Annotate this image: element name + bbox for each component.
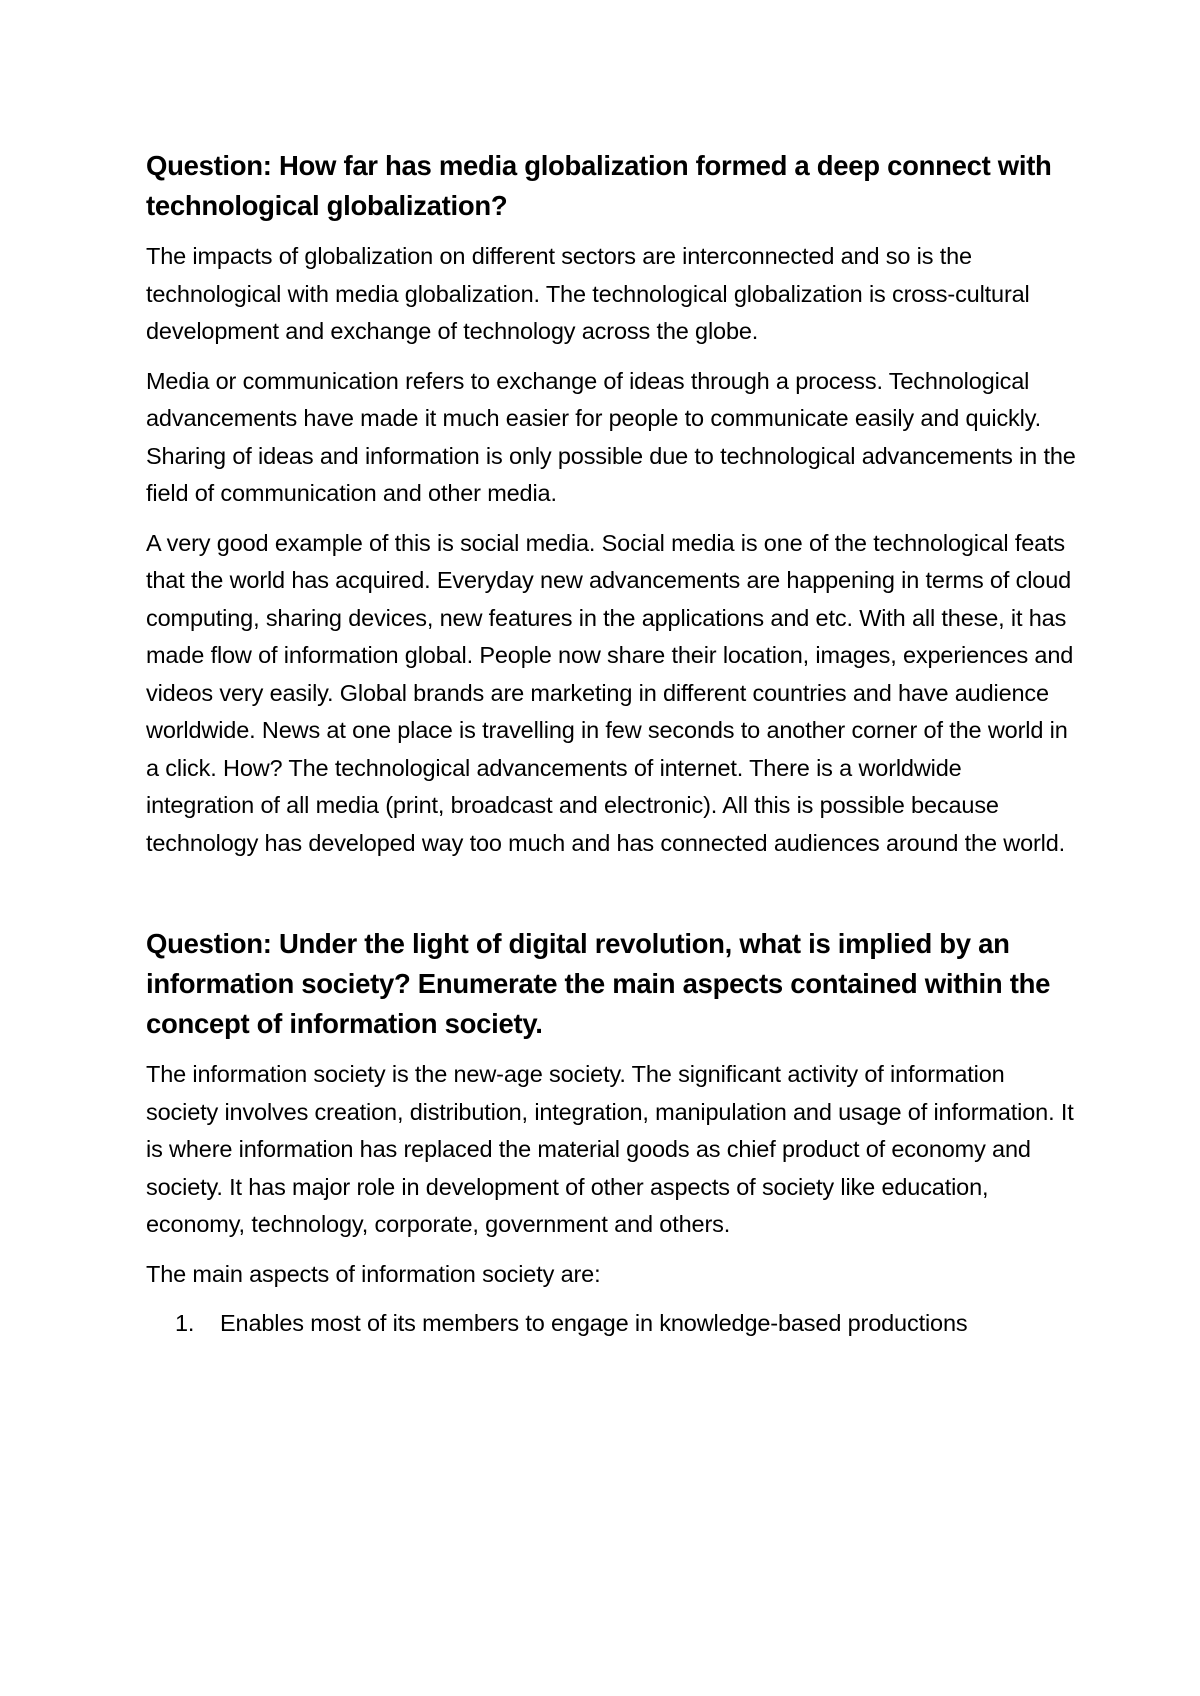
list-item-text: Enables most of its members to engage in knowledge-based productions xyxy=(220,1310,968,1336)
question-heading-1: Question: How far has media globalization formed a deep connect with technological globalization? xyxy=(146,150,1052,221)
section-spacer xyxy=(146,874,1076,924)
answer-paragraph: Media or communication refers to exchange of ideas through a process. Technological advancements have made it much easier for people to communicate easily and quickly. Sharing of ideas and information is only possible due to technological advancements in the field of communication and other media. xyxy=(146,367,1076,506)
answer-paragraph: A very good example of this is social media. Social media is one of the technological feats that the world has acquired. Everyday new advancements are happening in terms of cloud computing, sharing devices, new features in the applications and etc. With all these, it has made flow of information global. People now share their location, images, experiences and videos very easily. Global brands are marketing in different countries and have audience worldwide. News at one place is travelling in few seconds to another corner of the world in a click. How? The technological advancements of internet. There is a worldwide integration of all media (print, broadcast and electronic). All this is possible because technology has developed way too much and has connected audiences around the world. xyxy=(146,529,1074,856)
aspects-list xyxy=(146,1305,1076,1343)
answer-paragraph: The information society is the new-age society. The significant activity of information society involves creation, distribution, integration, manipulation and usage of information. It is where information has replaced the material goods as chief product of economy and society. It has major role in development of other aspects of society like education, economy, technology, corporate, government and others. xyxy=(146,1061,1074,1237)
answer-paragraph: The impacts of globalization on different sectors are interconnected and so is the technological with media globalization. The technological globalization is cross-cultural development and exchange of technology across the globe. xyxy=(146,243,1030,344)
document-body xyxy=(146,146,1076,1343)
list-item xyxy=(146,1305,1076,1343)
list-item-number: 1. xyxy=(175,1310,195,1336)
question-heading-2: Question: Under the light of digital revolution, what is implied by an information society? Enumerate the main aspects contained within the concept of information society. xyxy=(146,928,1051,1039)
list-intro: The main aspects of information society are: xyxy=(146,1260,601,1287)
